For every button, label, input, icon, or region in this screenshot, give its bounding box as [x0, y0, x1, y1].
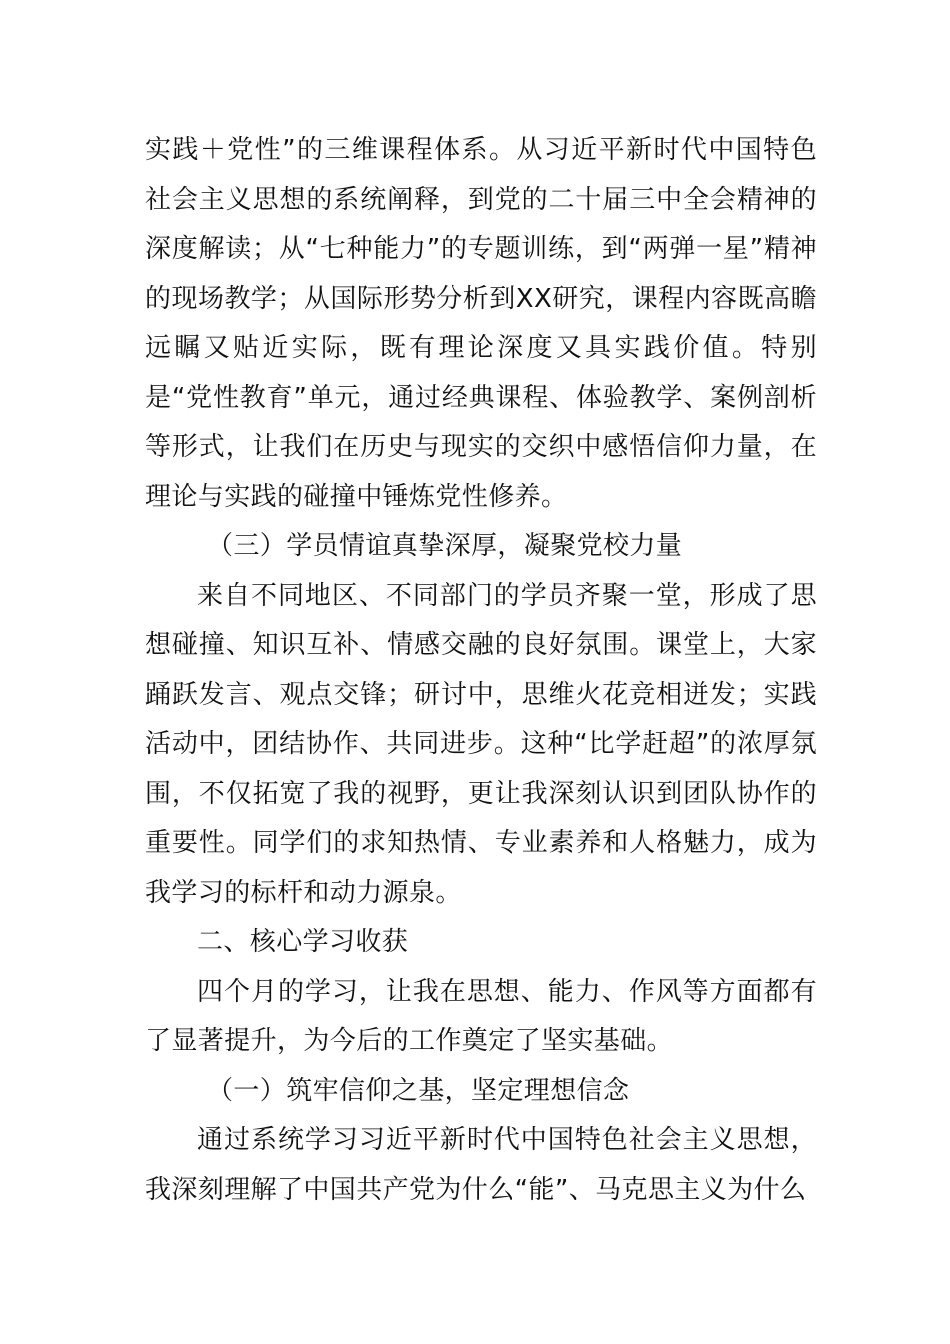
subheading-faith-foundation: （一）筑牢信仰之基，坚定理想信念: [207, 1075, 630, 1106]
subheading-student-friendship: （三）学员情谊真挚深厚，凝聚党校力量: [207, 531, 683, 561]
body-paragraph-four-months: 四个月的学习，让我在思想、能力、作风等方面都有了显著提升，为今后的工作奠定了坚实基础。: [145, 976, 817, 1056]
body-paragraph-theory-study: 通过系统学习习近平新时代中国特色社会主义思想，我深刻理解了中国共产党为什么“能”、马克思主义为什么: [145, 1125, 817, 1205]
body-paragraph-student-atmosphere: 来自不同地区、不同部门的学员齐聚一堂，形成了思想碰撞、知识互补、情感交融的良好氛围。课堂上，大家踊跃发言、观点交锋；研讨中，思维火花竞相迸发；实践活动中，团结协作、共同进步。这种“比学赶超”的浓厚氛围，不仅拓宽了我的视野，更让我深刻认识到团队协作的重要性。同学们的求知热情、专业素养和人格魅力，成为我学习的标杆和动力源泉。: [145, 580, 817, 908]
section-heading-core-gains: 二、核心学习收获: [197, 927, 409, 957]
body-paragraph-course-system: 实践＋党性”的三维课程体系。从习近平新时代中国特色社会主义思想的系统阐释，到党的二十届三中全会精神的深度解读；从“七种能力”的专题训练，到“两弹一星”精神的现场教学；从国际形势分析到XX研究，课程内容既高瞻远瞩又贴近实际，既有理论深度又具实践价值。特别是“党性教育”单元，通过经典课程、体验教学、案例剖析等形式，让我们在历史与现实的交织中感悟信仰力量，在理论与实践的碰撞中锤炼党性修养。: [145, 135, 817, 512]
document-body: [145, 126, 817, 1215]
